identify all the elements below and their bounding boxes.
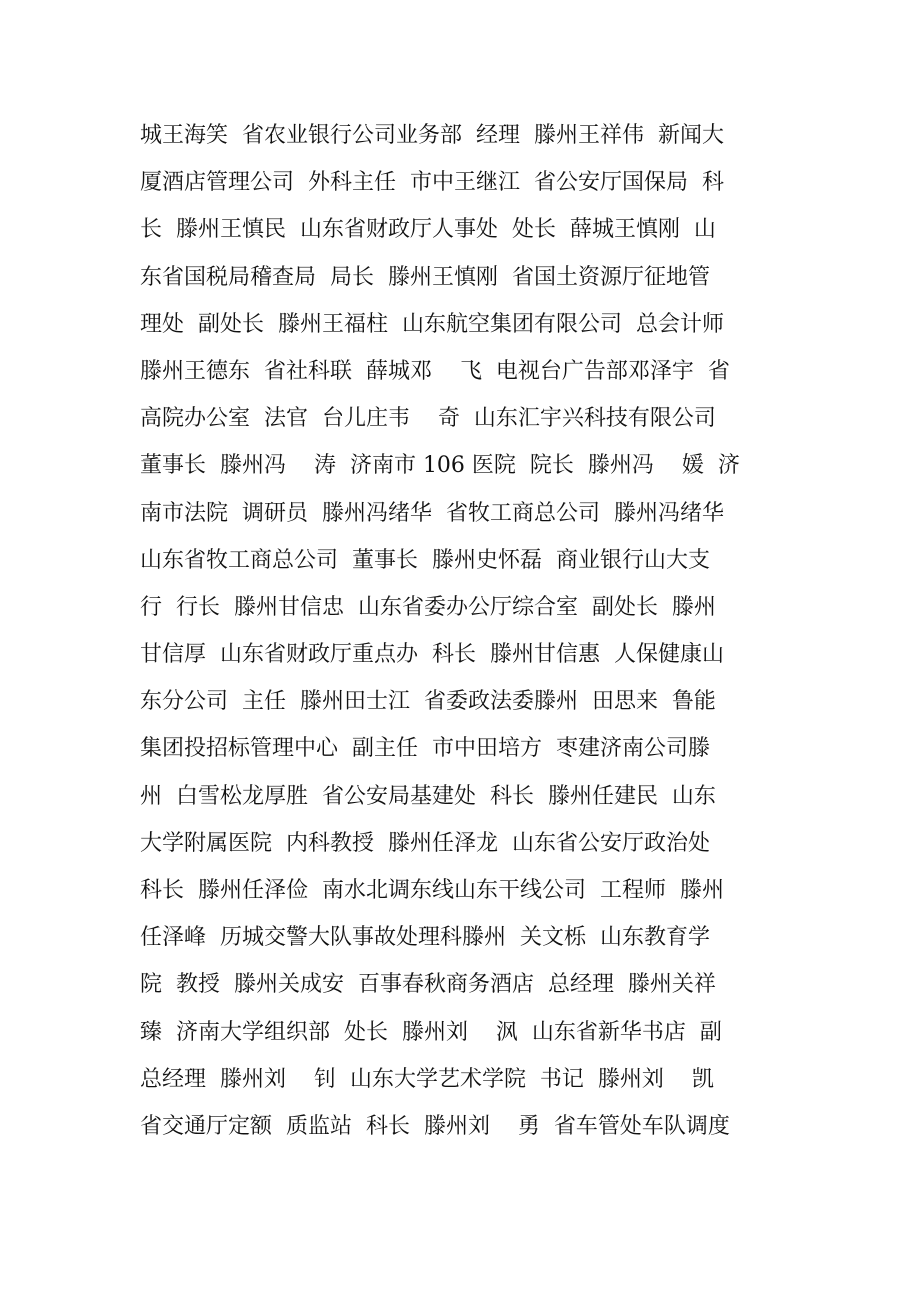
- text-line: 甘信厚 山东省财政厅重点办 科长 滕州甘信惠 人保健康山: [140, 642, 724, 668]
- text-line: 总经理 滕州刘 钊 山东大学艺术学院 书记 滕州刘 凯: [140, 1066, 714, 1092]
- text-line: 州 白雪松龙厚胜 省公安局基建处 科长 滕州任建民 山东: [140, 783, 716, 809]
- text-line: 厦酒店管理公司 外科主任 市中王继江 省公安厅国保局 科: [140, 170, 724, 196]
- text-line: 集团投招标管理中心 副主任 市中田培方 枣建济南公司滕: [140, 736, 710, 762]
- text-line: 城王海笑 省农业银行公司业务部 经理 滕州王祥伟 新闻大: [140, 123, 724, 148]
- text-line: 臻 济南大学组织部 处长 滕州刘 沨 山东省新华书店 副: [140, 1019, 722, 1045]
- text-line: 高院办公室 法官 台儿庄韦 奇 山东汇宇兴科技有限公司: [140, 406, 716, 432]
- text-line: 院 教授 滕州关成安 百事春秋商务酒店 总经理 滕州关祥: [140, 972, 716, 998]
- text-line: 东分公司 主任 滕州田士江 省委政法委滕州 田思来 鲁能: [140, 689, 716, 715]
- text-line: 行 行长 滕州甘信忠 山东省委办公厅综合室 副处长 滕州: [140, 594, 716, 620]
- text-line: 东省国税局稽查局 局长 滕州王慎刚 省国土资源厅征地管: [140, 264, 710, 290]
- body-text: [140, 112, 800, 1150]
- text-line: 南市法院 调研员 滕州冯绪华 省牧工商总公司 滕州冯绪华: [140, 500, 724, 526]
- text-line: 大学附属医院 内科教授 滕州任泽龙 山东省公安厅政治处: [140, 830, 710, 856]
- text-line: 理处 副处长 滕州王福柱 山东航空集团有限公司 总会计师: [140, 311, 724, 337]
- text-line: 长 滕州王慎民 山东省财政厅人事处 处长 薛城王慎刚 山: [140, 217, 716, 243]
- text-line: 滕州王德东 省社科联 薛城邓 飞 电视台广告部邓泽宇 省: [140, 358, 730, 384]
- text-line: 山东省牧工商总公司 董事长 滕州史怀磊 商业银行山大支: [140, 547, 710, 573]
- text-line: 科长 滕州任泽俭 南水北调东线山东干线公司 工程师 滕州: [140, 878, 724, 903]
- text-line: 任泽峰 历城交警大队事故处理科滕州 关文栎 山东教育学: [140, 925, 710, 951]
- text-line: 董事长 滕州冯 涛 济南市 106 医院 院长 滕州冯 媛 济: [140, 453, 740, 479]
- text-line: 省交通厅定额 质监站 科长 滕州刘 勇 省车管处车队调度: [140, 1113, 730, 1139]
